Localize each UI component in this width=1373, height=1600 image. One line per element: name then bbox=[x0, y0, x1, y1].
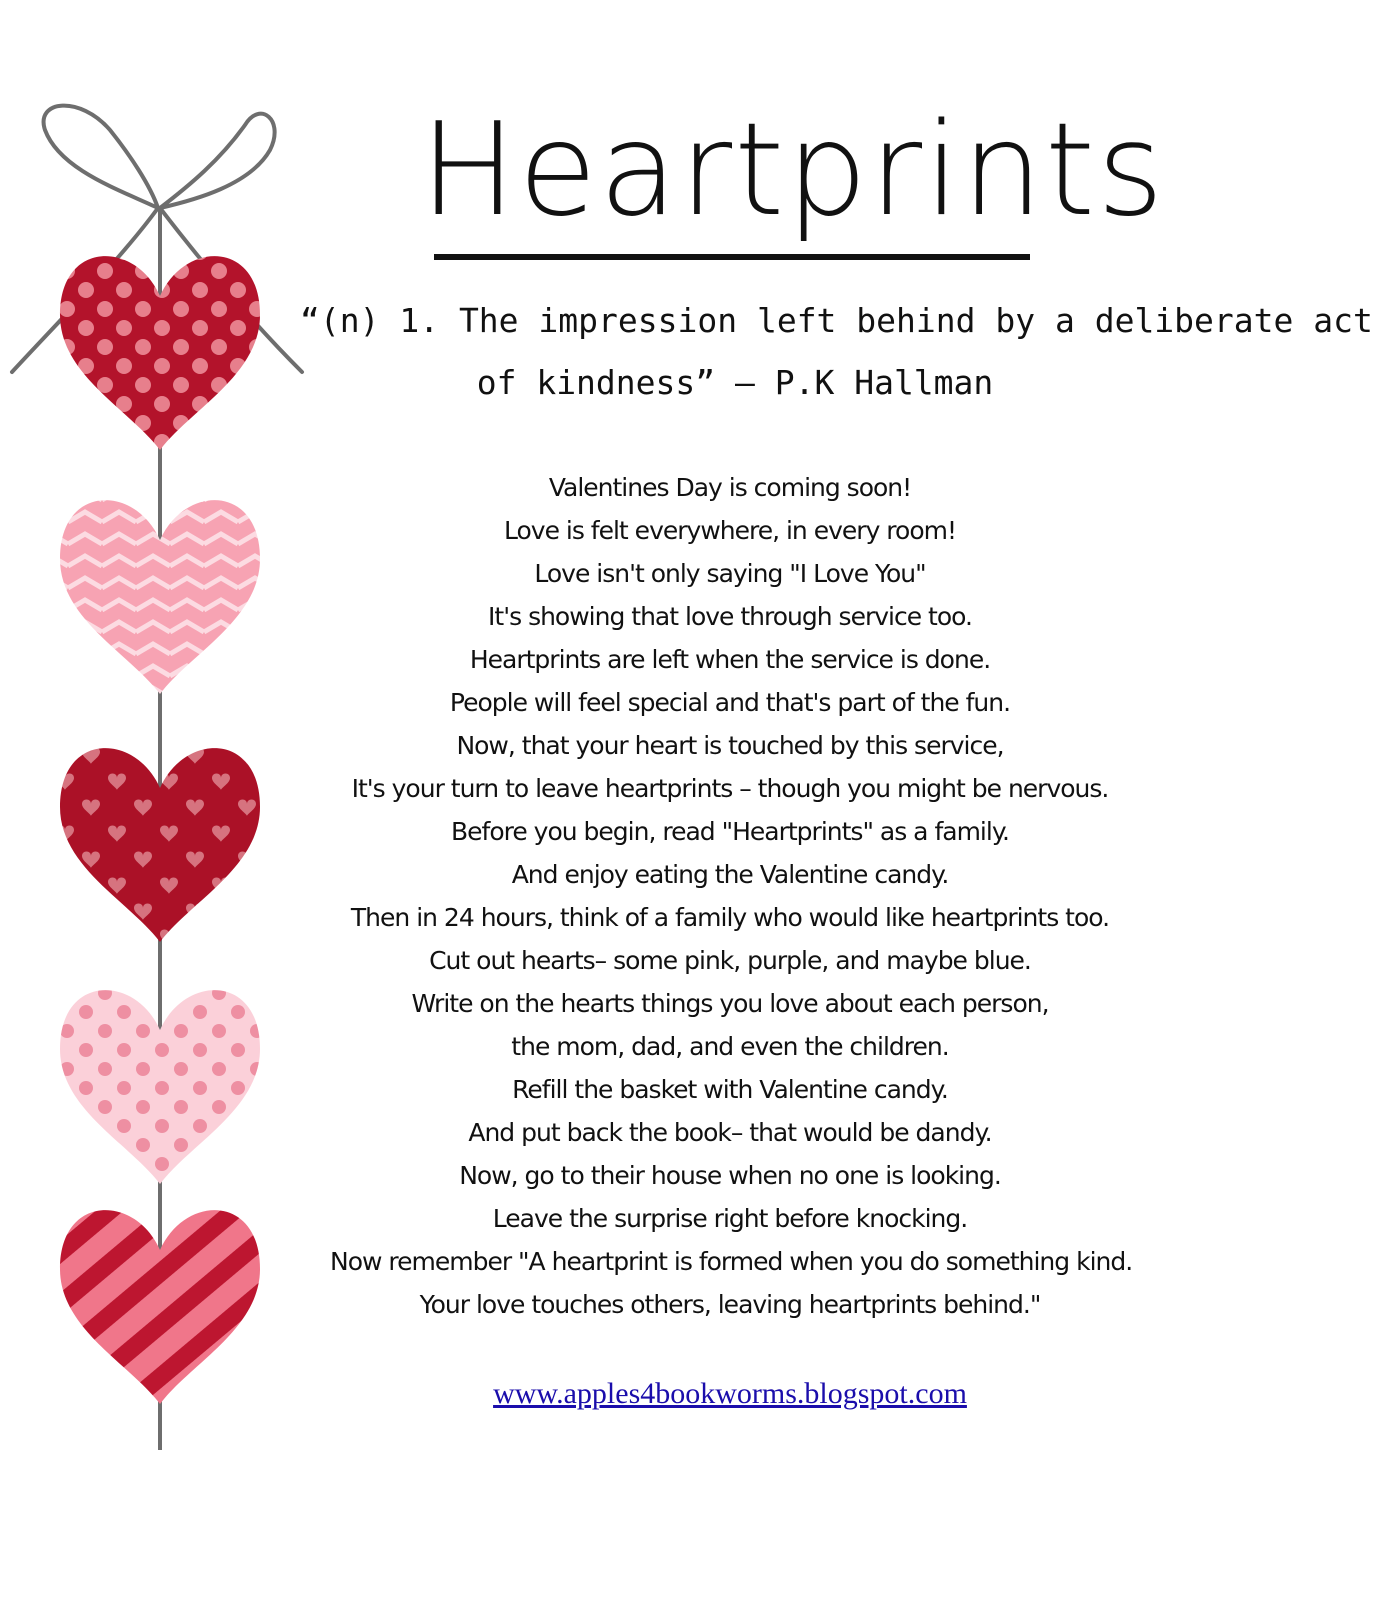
quote-line: “(n) 1. The impression left behind by a deliberate act bbox=[300, 301, 1373, 340]
poem-line: It's your turn to leave heartprints – though you might be nervous. bbox=[351, 774, 1109, 803]
poem-line: Now, go to their house when no one is looking. bbox=[459, 1161, 1001, 1190]
poem bbox=[330, 466, 1133, 1326]
page-title: Heartprints bbox=[420, 96, 1166, 245]
poem-line: Love is felt everywhere, in every room! bbox=[503, 516, 956, 545]
poem-line: the mom, dad, and even the children. bbox=[511, 1032, 949, 1061]
poem-line: Now remember "A heartprint is formed when you do something kind. bbox=[330, 1247, 1133, 1276]
poem-line: Love isn't only saying "I Love You" bbox=[534, 559, 926, 588]
quote-line: of kindness” – P.K Hallman bbox=[476, 363, 994, 402]
poem-line: Write on the hearts things you love about each person, bbox=[411, 989, 1049, 1018]
heart-garland bbox=[0, 90, 330, 1490]
poem-line: Then in 24 hours, think of a family who would like heartprints too. bbox=[350, 903, 1110, 932]
poem-line: Valentines Day is coming soon! bbox=[548, 473, 912, 502]
blog-link[interactable]: www.apples4bookworms.blogspot.com bbox=[493, 1377, 967, 1410]
poem-line: Heartprints are left when the service is done. bbox=[469, 645, 991, 674]
definition-quote bbox=[300, 290, 1373, 414]
title-underline bbox=[434, 254, 1030, 260]
poem-line: Before you begin, read "Heartprints" as a family. bbox=[450, 817, 1009, 846]
poem-line: Leave the surprise right before knocking. bbox=[492, 1204, 968, 1233]
poem-line: People will feel special and that's part of the fun. bbox=[449, 688, 1011, 717]
poem-line: And put back the book– that would be dandy. bbox=[468, 1118, 992, 1147]
poem-line: Cut out hearts– some pink, purple, and maybe blue. bbox=[429, 946, 1031, 975]
poem-line: Your love touches others, leaving heartprints behind." bbox=[419, 1290, 1041, 1319]
poem-line: Now, that your heart is touched by this service, bbox=[456, 731, 1004, 760]
poem-line: It's showing that love through service too. bbox=[488, 602, 972, 631]
poem-line: And enjoy eating the Valentine candy. bbox=[511, 860, 949, 889]
poem-line: Refill the basket with Valentine candy. bbox=[512, 1075, 948, 1104]
